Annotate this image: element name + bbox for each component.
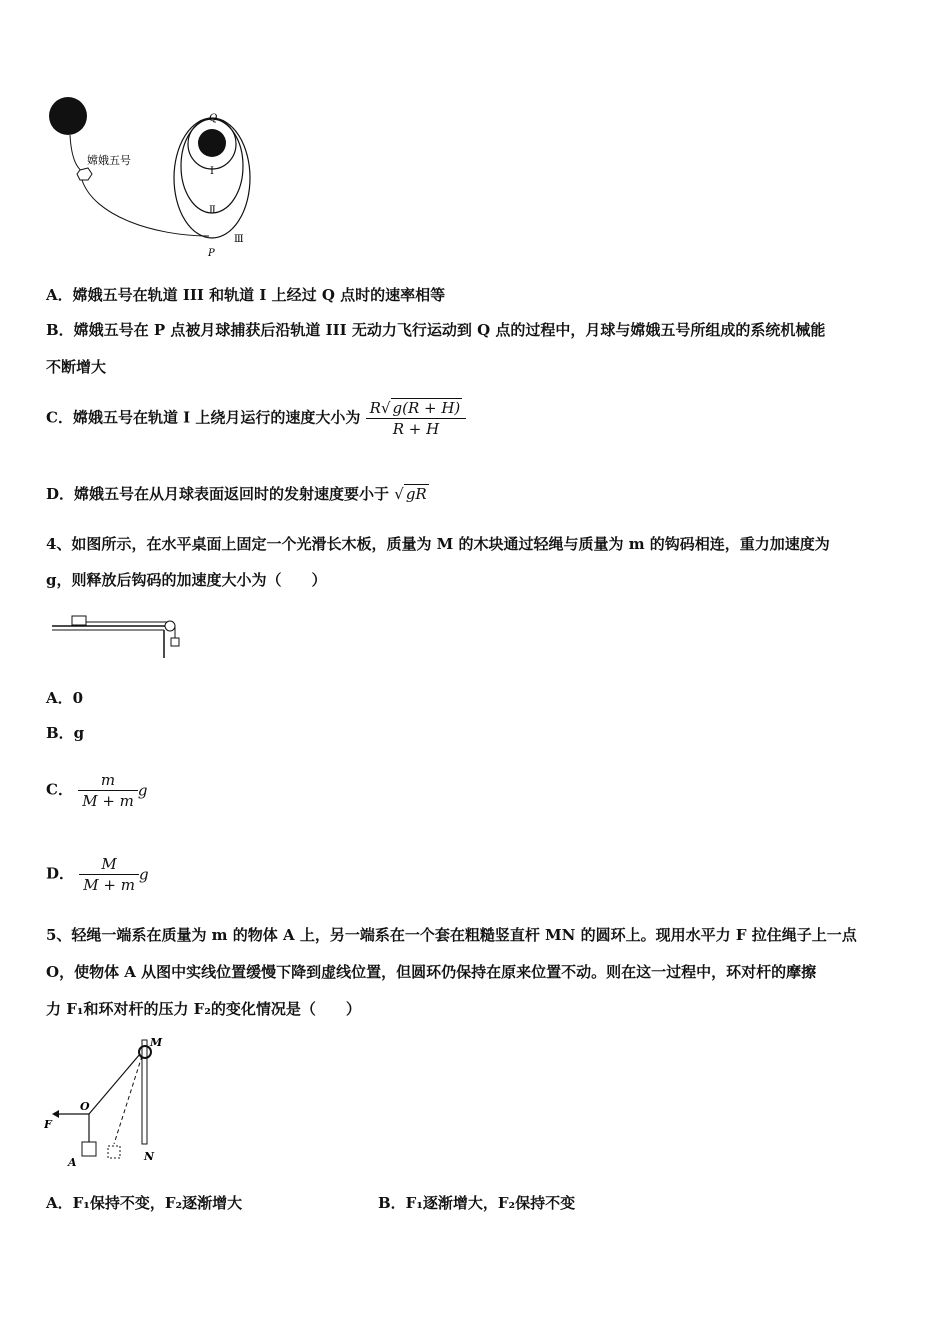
q4-option-a: A．0 [46, 689, 84, 707]
q5-option-a: A．F₁保持不变，F₂逐渐增大 [46, 1194, 243, 1212]
q4-stem-line2: g，则释放后钩码的加速度大小为（ ） [46, 571, 327, 589]
q3-option-b-line2: 不断增大 [46, 358, 107, 376]
label-O: O [80, 1100, 90, 1113]
q3-option-c-num-rad: g(R + H) [392, 399, 461, 417]
q3-option-c-num-r: R [369, 399, 381, 417]
q4-option-d-num: M [101, 855, 117, 873]
q3-option-c-text: C．嫦娥五号在轨道 I 上绕月运行的速度大小为 [46, 408, 361, 427]
moon-disk [198, 129, 226, 157]
orbit-figure [44, 96, 264, 262]
q4-option-d-label: D． [46, 864, 75, 883]
wood-block [72, 616, 86, 625]
q3-option-c-den: R + H [366, 418, 467, 439]
pulley-wheel [165, 621, 175, 631]
q4-option-d [46, 854, 149, 895]
q4-option-c-g: g [137, 781, 148, 800]
label-P: P [208, 248, 215, 259]
q3-option-c-fraction: $\frac{R√ g(R + H)}{R + H}$ [366, 398, 467, 439]
label-A: A [68, 1156, 77, 1169]
q5-stem-line2: O，使物体 A 从图中实线位置缓慢下降到虚线位置，但圆环仍保持在原来位置不动。则在这一过程中，环对杆的摩擦 [46, 963, 817, 981]
rod-figure [44, 1032, 174, 1172]
q4-option-b: B．g [46, 724, 85, 742]
rope-dashed [114, 1056, 142, 1144]
rope-solid-upper [89, 1054, 140, 1114]
block-A [82, 1142, 96, 1156]
block-A-dashed [108, 1146, 120, 1158]
force-arrow-head [52, 1110, 59, 1118]
q3-option-b-line1: B．嫦娥五号在 P 点被月球捕获后沿轨道 III 无动力飞行运动到 Q 点的过程中，月球与嫦娥五号所组成的系统机械能 [46, 321, 826, 339]
q3-option-d-text: D．嫦娥五号在从月球表面返回时的发射速度要小于 [46, 485, 390, 503]
q4-option-c-den: M + m [78, 790, 138, 811]
earth-disk [49, 97, 87, 135]
q4-option-d-g: g [138, 865, 149, 884]
label-II: Ⅱ [209, 205, 216, 216]
q4-option-d-fraction [79, 854, 139, 895]
label-I: Ⅰ [210, 166, 214, 177]
q4-option-c [46, 770, 147, 811]
q3-option-d: D．嫦娥五号在从月球表面返回时的发射速度要小于 √ gR [46, 485, 427, 503]
q4-option-c-num: m [100, 771, 116, 789]
label-Q: Q [209, 113, 218, 124]
label-III: Ⅲ [234, 234, 244, 245]
q4-option-d-den: M + m [79, 874, 139, 895]
vertical-rod [142, 1040, 147, 1144]
label-N: N [144, 1150, 155, 1163]
label-chang-e: 嫦娥五号 [87, 155, 131, 167]
spacecraft-icon [77, 168, 92, 180]
q4-stem-line1: 4、如图所示，在水平桌面上固定一个光滑长木板，质量为 M 的木块通过轻绳与质量为 m 的钩码相连，重力加速度为 [46, 535, 830, 553]
hook-weight [171, 638, 179, 646]
q3-option-d-rad: gR [405, 485, 427, 503]
label-F: F [44, 1118, 52, 1131]
q3-option-c [46, 398, 466, 439]
q5-stem-line3: 力 F₁和环对杆的压力 F₂的变化情况是（ ） [46, 1000, 361, 1018]
q3-option-a: A．嫦娥五号在轨道 III 和轨道 I 上经过 Q 点时的速率相等 [46, 286, 446, 304]
q5-stem-line1: 5、轻绳一端系在质量为 m 的物体 A 上，另一端系在一个套在粗糙竖直杆 MN 的圆环上。现用水平力 F 拉住绳子上一点 [46, 926, 857, 944]
pulley-figure [48, 606, 188, 662]
q5-option-b: B．F₁逐渐增大，F₂保持不变 [378, 1194, 576, 1212]
q4-option-c-label: C． [46, 780, 73, 799]
label-M: M [150, 1036, 163, 1049]
q4-option-c-fraction [78, 770, 138, 811]
